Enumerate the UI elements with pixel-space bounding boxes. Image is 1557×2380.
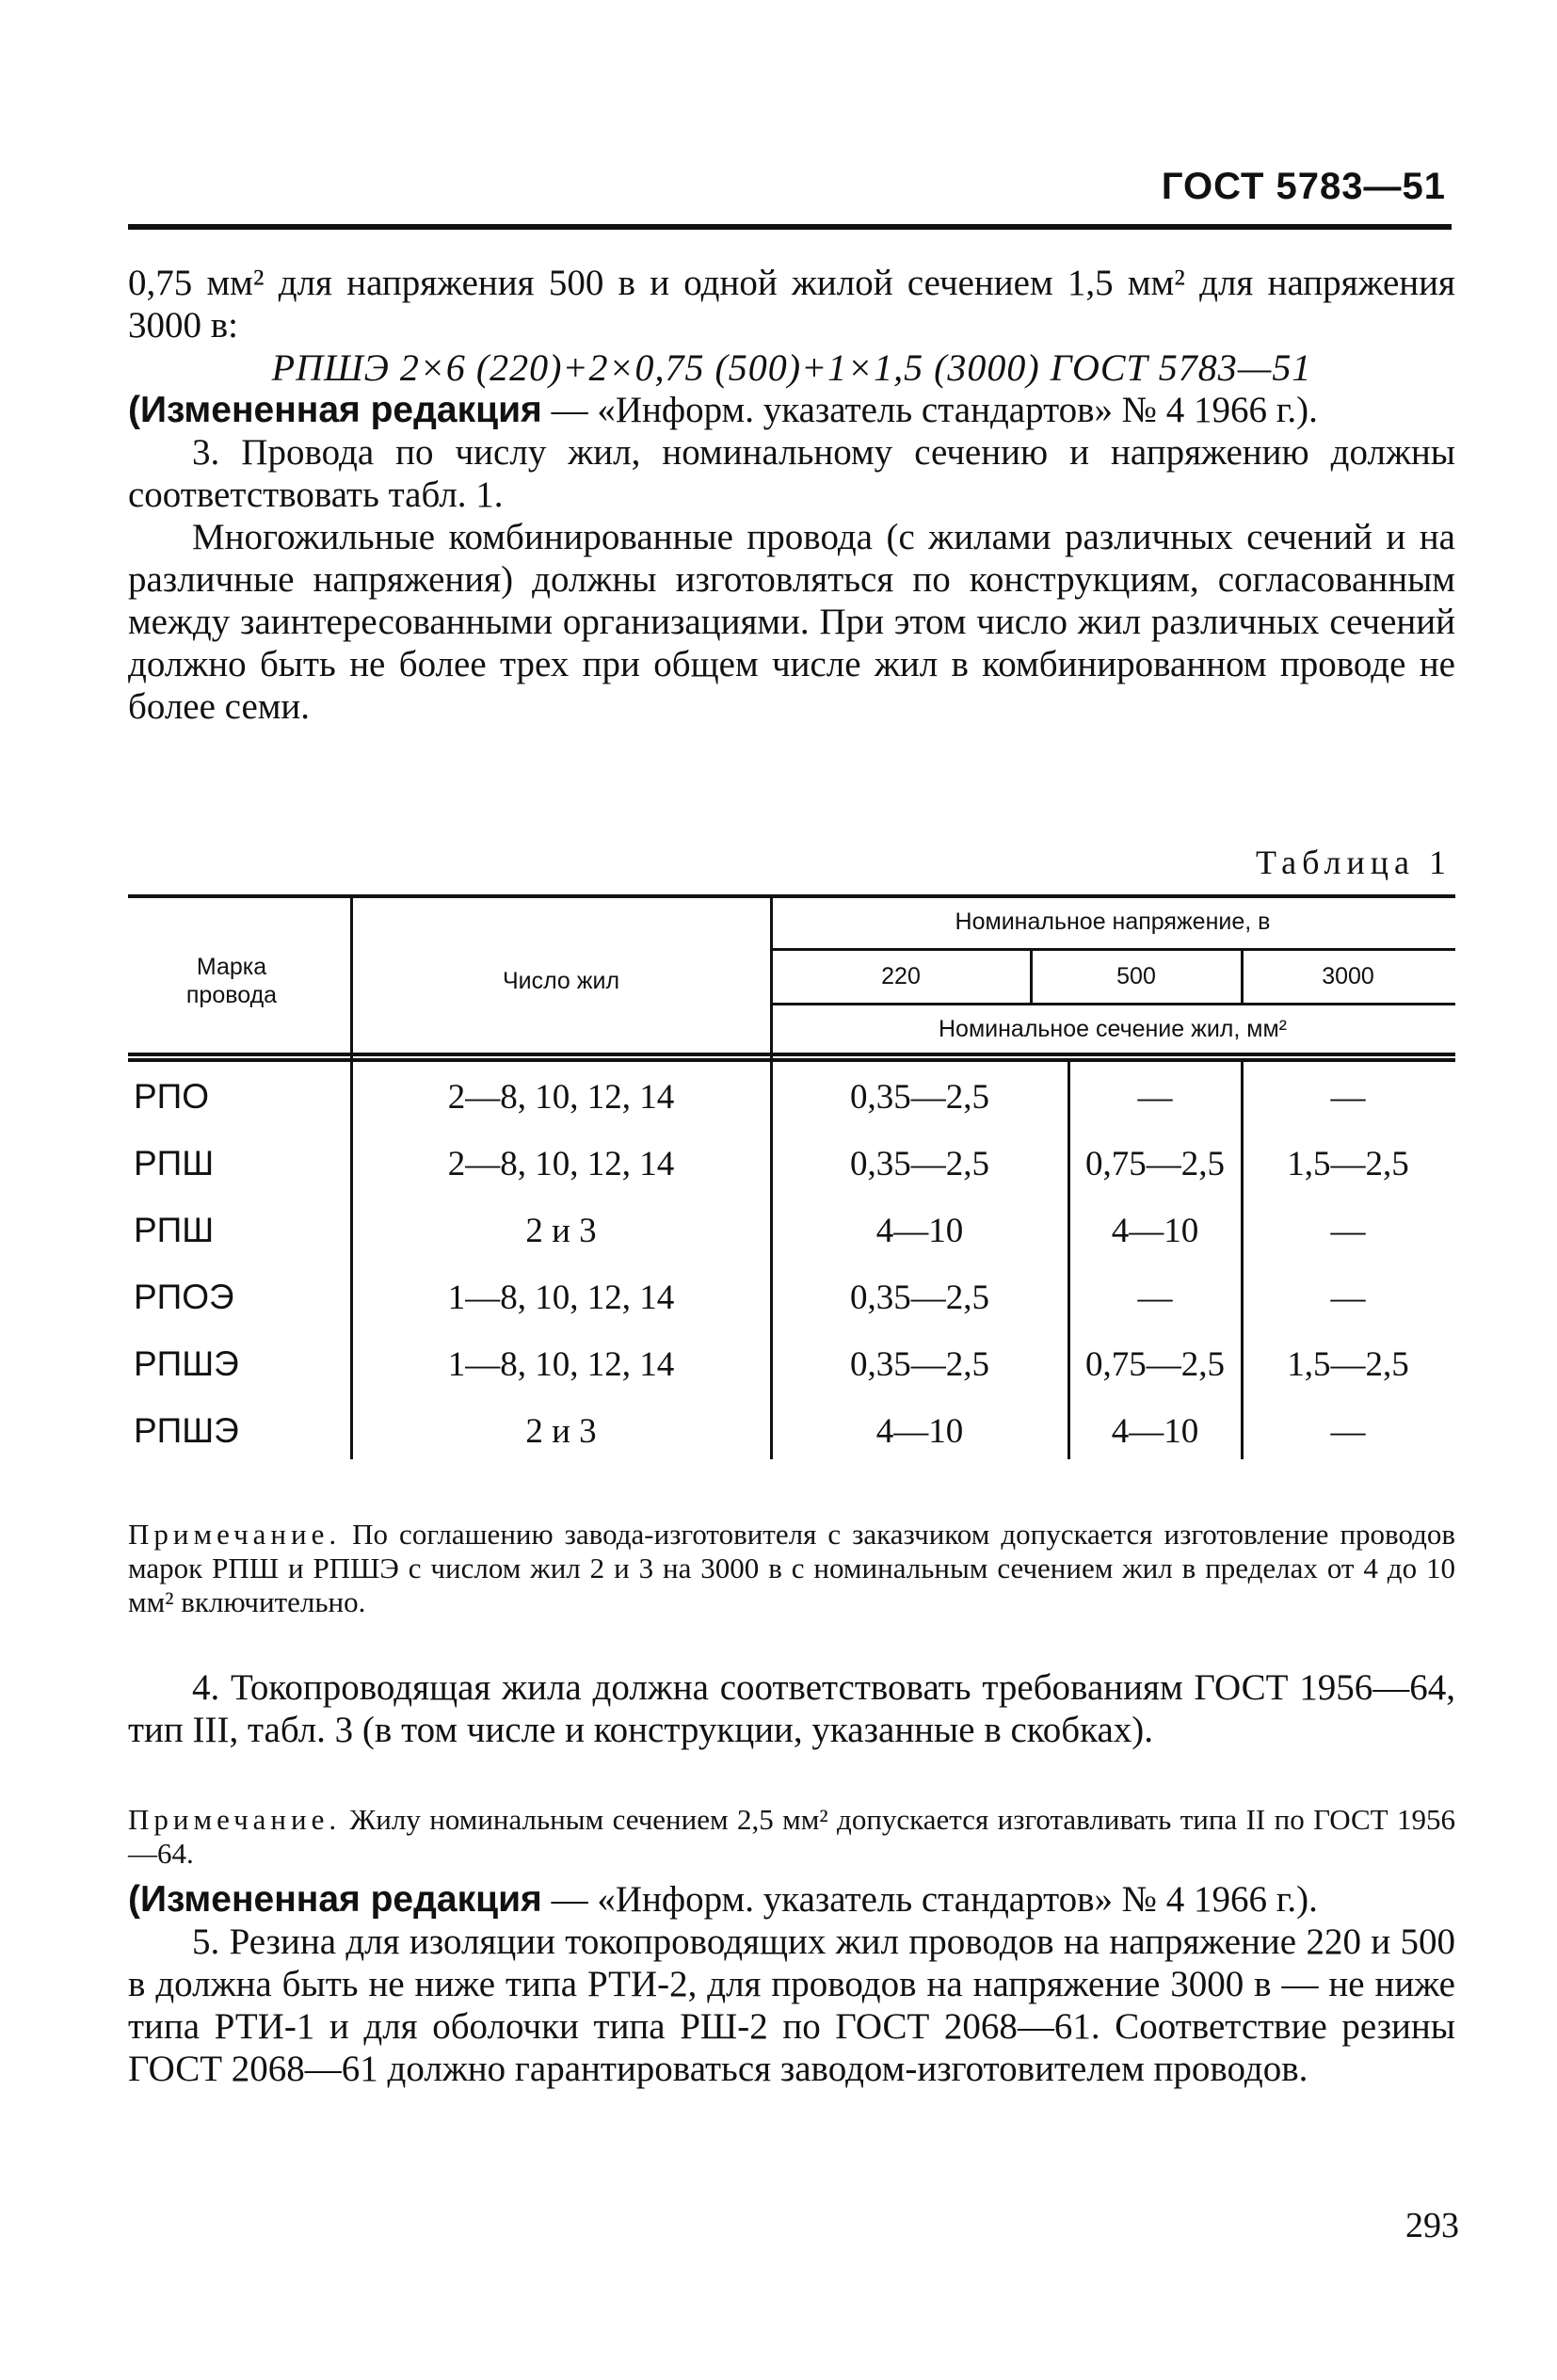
- row-4-500: —: [1137, 1278, 1173, 1317]
- row-6-500: 4—10: [1111, 1411, 1199, 1451]
- row-1-cores: 2—8, 10, 12, 14: [447, 1077, 675, 1117]
- table-1: [128, 894, 1455, 1459]
- clause-4-note-label: Примечание.: [128, 1803, 342, 1836]
- row-1-500: —: [1137, 1077, 1173, 1117]
- row-1-3000: —: [1330, 1077, 1366, 1117]
- header-mark: Марка провода: [185, 954, 278, 1008]
- row-3-3000: —: [1330, 1211, 1366, 1250]
- amendment-rest: — «Информ. указатель стандартов» № 4 1966 г.).: [541, 390, 1318, 430]
- row-5-cores: 1—8, 10, 12, 14: [447, 1344, 675, 1384]
- row-3-500: 4—10: [1111, 1211, 1199, 1250]
- paragraph-multicore: Многожильные комбинированные провода (с жилами различных сечений и на различные напряжения) должны изготовляться по конструкциям, согласованным между заинтересованными организациями. При этом число жил различных сечений должно быть не более трех при общем числе жил в комбинированном проводе не более семи.: [128, 517, 1455, 727]
- table-header-rule-2: [128, 1058, 1455, 1062]
- header-section: Номинальное сечение жил, мм²: [939, 1016, 1287, 1042]
- row-3-220: 4—10: [875, 1211, 964, 1250]
- row-3-cores: 2 и 3: [525, 1211, 597, 1250]
- row-2-3000: 1,5—2,5: [1287, 1144, 1409, 1183]
- clause-4-note-text: Жилу номинальным сечением 2,5 мм² допускается изготавливать типа II по ГОСТ 1956—64.: [128, 1803, 1455, 1870]
- clause-4-note: [128, 1803, 1455, 1871]
- row-2-220: 0,35—2,5: [850, 1144, 989, 1183]
- table-vrule-3a: [1030, 948, 1033, 1005]
- row-5-3000: 1,5—2,5: [1287, 1344, 1409, 1384]
- table-vrule-1: [350, 894, 353, 1459]
- row-1-220: 0,35—2,5: [850, 1077, 989, 1117]
- table-vrule-3: [1067, 1060, 1070, 1459]
- paragraph-voltage-desc: 0,75 мм² для напряжения 500 в и одной жилой сечением 1,5 мм² для напряжения 3000 в:: [128, 263, 1455, 346]
- row-2-mark: РПШ: [134, 1144, 215, 1182]
- page-header: [128, 162, 1452, 230]
- row-3-mark: РПШ: [134, 1211, 215, 1249]
- row-4-cores: 1—8, 10, 12, 14: [447, 1278, 675, 1317]
- clause-3: 3. Провода по числу жил, номинальному сечению и напряжению должны соответствовать табл. 1.: [128, 432, 1455, 515]
- clause-5: 5. Резина для изоляции токопроводящих жил проводов на напряжение 220 и 500 в должна быть не ниже типа РТИ-2, для проводов на напряжение 3000 в — не ниже типа РТИ-1 и для оболочки типа РШ-2 по ГОСТ 2068—61. Соответствие резины ГОСТ 2068—61 должно гарантироваться заводом-изготовителем проводов.: [128, 1922, 1455, 2089]
- row-2-cores: 2—8, 10, 12, 14: [447, 1144, 675, 1183]
- page-number: 293: [1405, 2206, 1459, 2245]
- row-6-cores: 2 и 3: [525, 1411, 597, 1451]
- row-5-220: 0,35—2,5: [850, 1344, 989, 1384]
- header-cores: Число жил: [502, 968, 620, 994]
- row-1-mark: РПО: [134, 1077, 210, 1116]
- amendment-note: [128, 389, 1455, 431]
- row-6-mark: РПШЭ: [134, 1411, 239, 1450]
- clause-4: 4. Токопроводящая жила должна соответствовать требованиям ГОСТ 1956—64, тип III, табл. 3 (в том числе и конструкции, указанные в скобках).: [128, 1667, 1455, 1750]
- top-text-block: [128, 262, 1455, 728]
- amendment-2-bold: (Измененная редакция: [128, 1879, 542, 1920]
- row-2-500: 0,75—2,5: [1085, 1144, 1225, 1183]
- table-note-text: По соглашению завода-изготовителя с заказчиком допускается изготовление проводов марок РПШ и РПШЭ с числом жил 2 и 3 на 3000 в с номинальным сечением жил в пределах от 4 до 10 мм² включительно.: [128, 1518, 1455, 1618]
- table-note: [128, 1518, 1455, 1619]
- lower-text-block: [128, 1878, 1455, 2090]
- table-header-rule: [128, 1053, 1455, 1056]
- table-vrule-4: [1241, 1060, 1244, 1459]
- row-5-500: 0,75—2,5: [1085, 1344, 1225, 1384]
- row-4-mark: РПОЭ: [134, 1278, 234, 1316]
- table-vrule-4a: [1241, 948, 1244, 1005]
- row-4-220: 0,35—2,5: [850, 1278, 989, 1317]
- amendment-bold: (Измененная редакция: [128, 390, 542, 430]
- table-note-label: Примечание.: [128, 1518, 342, 1551]
- designation-formula: РПШЭ 2×6 (220)+2×0,75 (500)+1×1,5 (3000) ГОСТ 5783—51: [271, 346, 1312, 389]
- row-5-mark: РПШЭ: [134, 1344, 239, 1383]
- row-6-3000: —: [1330, 1411, 1366, 1451]
- header-voltage: Номинальное напряжение, в: [955, 909, 1271, 935]
- header-500: 500: [1116, 963, 1156, 989]
- clause-4-block: [128, 1666, 1455, 1751]
- table-vrule-2: [770, 894, 773, 1459]
- row-6-220: 4—10: [875, 1411, 964, 1451]
- standard-number: ГОСТ 5783—51: [1161, 166, 1446, 207]
- amendment-2-rest: — «Информ. указатель стандартов» № 4 1966 г.).: [541, 1879, 1318, 1920]
- amendment-note-2: [128, 1878, 1455, 1921]
- header-220: 220: [881, 963, 921, 989]
- row-4-3000: —: [1330, 1278, 1366, 1317]
- header-3000: 3000: [1322, 963, 1374, 989]
- table-label: Таблица 1: [1256, 844, 1452, 881]
